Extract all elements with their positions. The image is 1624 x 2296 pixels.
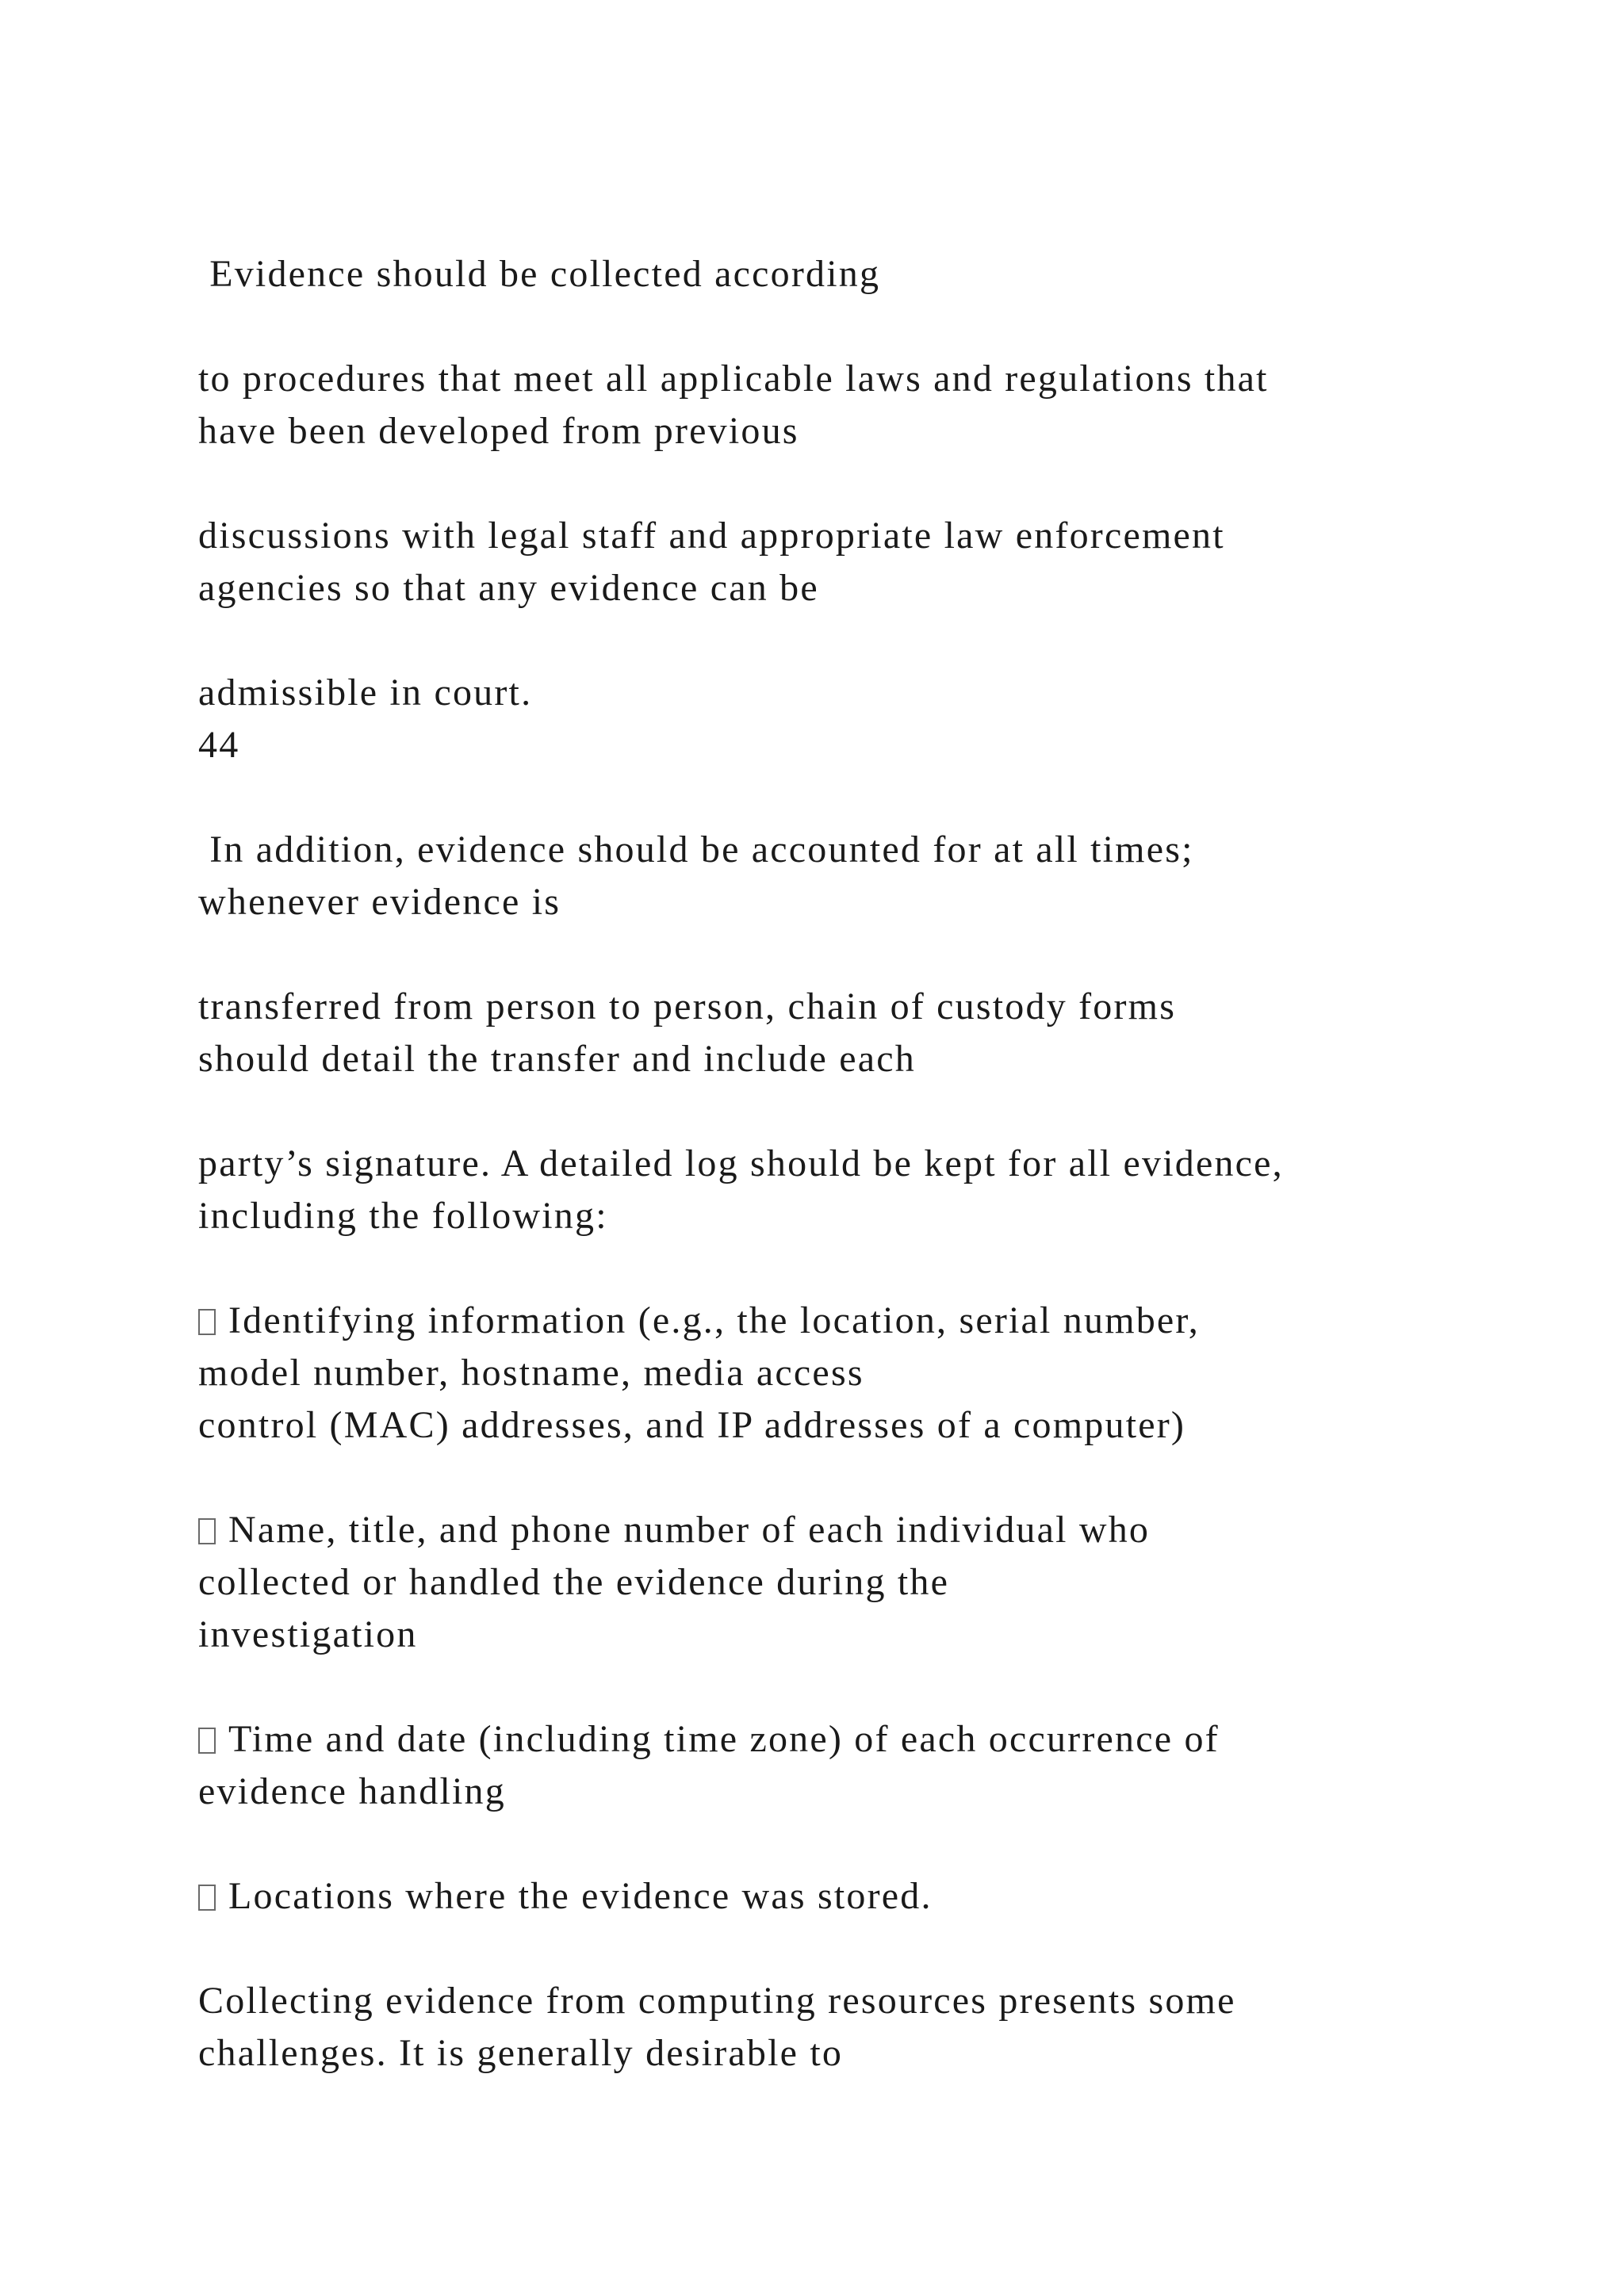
bullet-text: Locations where the evidence was stored.	[228, 1875, 933, 1917]
text-line: challenges. It is generally desirable to	[198, 2032, 844, 2074]
bullet-box-icon	[198, 1309, 216, 1335]
bullet-text: Name, title, and phone number of each individual who	[228, 1509, 1151, 1551]
bullet-item-line	[198, 1508, 1150, 1552]
text-line: In addition, evidence should be accounted for at all times;	[198, 828, 1194, 871]
bullet-item-line	[198, 1299, 1200, 1343]
text-line: admissible in court.	[198, 672, 533, 714]
bullet-item-line	[198, 1874, 933, 1919]
bullet-item-line	[198, 1717, 1220, 1762]
text-line: transferred from person to person, chain of custody forms	[198, 985, 1177, 1027]
text-line: control (MAC) addresses, and IP addresses of a computer)	[198, 1404, 1186, 1446]
bullet-box-icon	[198, 1885, 216, 1911]
text-line: should detail the transfer and include each	[198, 1038, 916, 1080]
text-line: agencies so that any evidence can be	[198, 567, 819, 609]
text-line: discussions with legal staff and appropriate law enforcement	[198, 515, 1225, 557]
text-line: model number, hostname, media access	[198, 1352, 864, 1394]
text-line: Collecting evidence from computing resources presents some	[198, 1980, 1236, 2022]
bullet-text: Identifying information (e.g., the location, serial number,	[228, 1299, 1200, 1341]
text-line: investigation	[198, 1613, 418, 1655]
text-line: whenever evidence is	[198, 881, 561, 923]
text-line: including the following:	[198, 1195, 608, 1237]
page-number: 44	[198, 724, 240, 766]
text-line: have been developed from previous	[198, 410, 799, 452]
text-line: collected or handled the evidence during the	[198, 1561, 950, 1603]
text-line: Evidence should be collected according	[198, 253, 881, 295]
text-line: evidence handling	[198, 1770, 506, 1812]
bullet-box-icon	[198, 1518, 216, 1544]
bullet-box-icon	[198, 1728, 216, 1754]
text-line: to procedures that meet all applicable laws and regulations that	[198, 358, 1269, 400]
text-line: party’s signature. A detailed log should be kept for all evidence,	[198, 1142, 1284, 1184]
bullet-text: Time and date (including time zone) of each occurrence of	[228, 1718, 1220, 1760]
